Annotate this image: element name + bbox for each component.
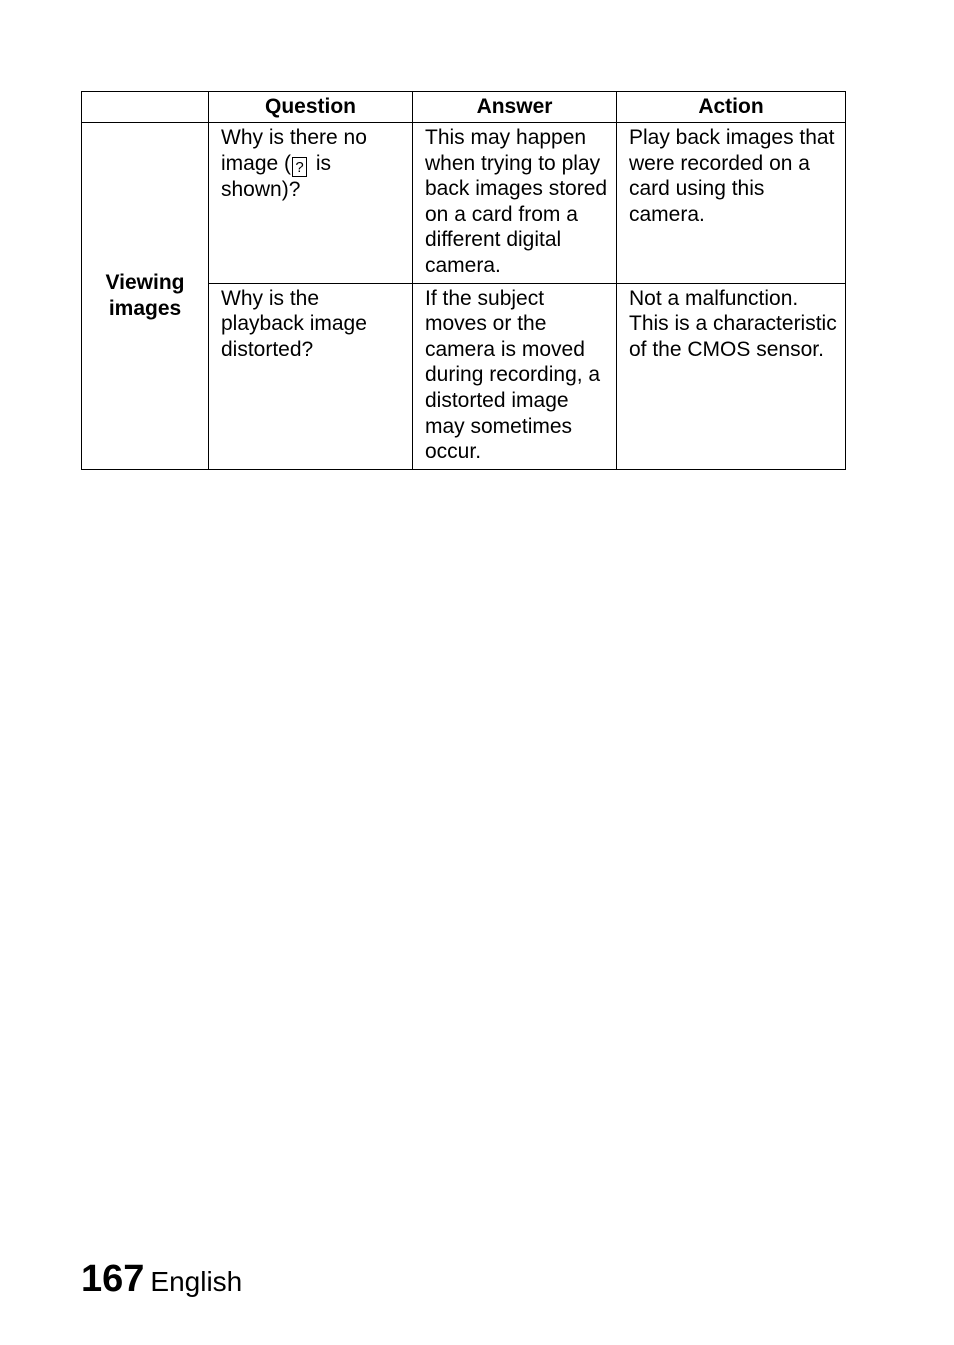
page-footer: [81, 1258, 242, 1301]
question-cell: [209, 123, 413, 284]
question-mark-icon: ?: [292, 157, 307, 177]
troubleshooting-table: [81, 91, 846, 470]
header-category: [82, 92, 209, 123]
header-question: Question: [209, 92, 413, 123]
table-row: [82, 123, 846, 284]
page-number: 167: [81, 1258, 145, 1300]
table-header-row: [82, 92, 846, 123]
question-text-start: Why is there no image (: [221, 126, 367, 175]
answer-cell: This may happen when trying to play back images stored on a card from a different digital camera.: [413, 123, 617, 284]
action-cell: Not a malfunction. This is a characteristic of the CMOS sensor.: [617, 283, 846, 469]
action-cell: Play back images that were recorded on a card using this camera.: [617, 123, 846, 284]
answer-cell: If the subject moves or the camera is moved during recording, a distorted image may sometimes occur.: [413, 283, 617, 469]
question-cell: Why is the playback image distorted?: [209, 283, 413, 469]
header-action: Action: [617, 92, 846, 123]
header-answer: Answer: [413, 92, 617, 123]
question-text-end: is shown)?: [221, 151, 332, 201]
category-cell: Viewing images: [82, 123, 209, 470]
page-language: English: [150, 1266, 243, 1297]
